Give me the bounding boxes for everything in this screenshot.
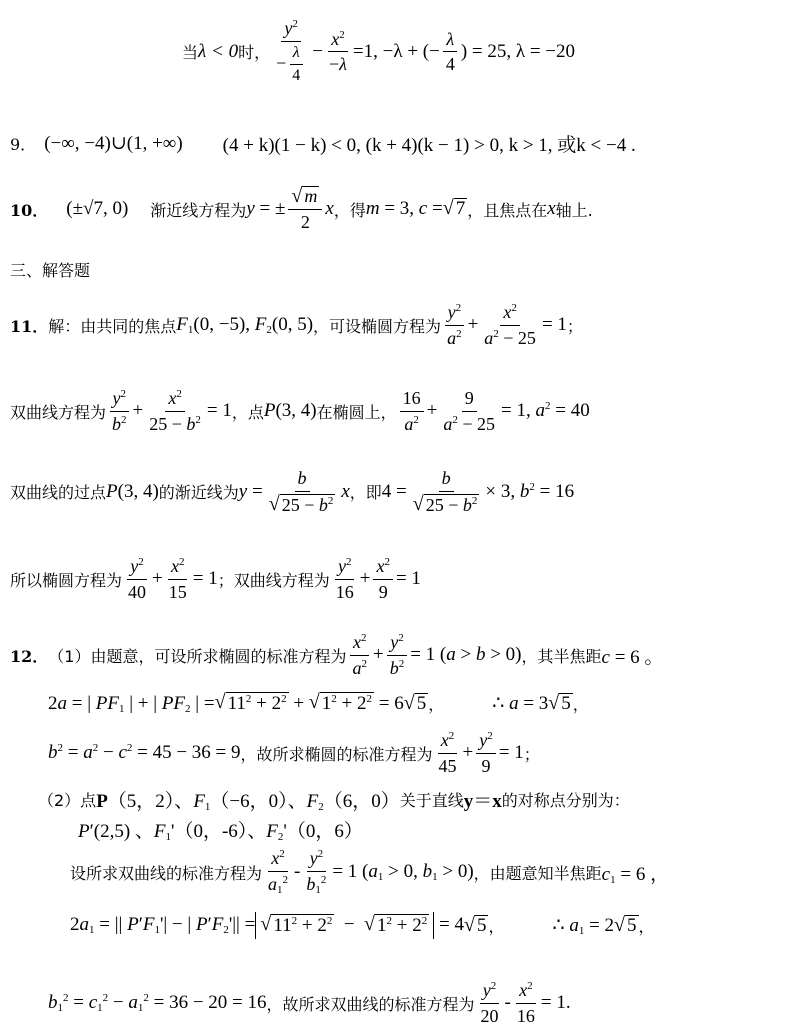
- frac-lambda-over-4: $\frac{\lambda}{4}$: [443, 29, 458, 75]
- q11-l1a: 解：由共同的焦点: [48, 316, 177, 336]
- q11-line1: 11． 解：由共同的焦点 $F_1(0$, −5), $F_2(0$, 5) ，可设椭圆方程为 $\frac{y^2}{a^2}$ + $\frac{x^2}{a^2 - 25}$ = 1 ；: [10, 302, 583, 348]
- then-text: 时，: [238, 43, 271, 63]
- q9-number: 9．: [10, 135, 37, 154]
- eq-tail: ) = 25, λ = −20: [460, 40, 576, 62]
- q10-t3: ，且焦点在: [467, 200, 548, 220]
- q10-t1: 渐近线方程为: [150, 200, 247, 220]
- q9-line: [10, 130, 794, 157]
- q12-line5: P′(2,5) 、$F_1'(0$，-6）、$F_2'(0$，6）: [78, 821, 363, 843]
- lambda-cond: λ < 0: [198, 40, 239, 62]
- q10-t2: ，得: [333, 200, 366, 220]
- q12-line4: （2）点 P（5，2）、$F_1(-6$，0）、$F_2(6$，0） 关于直线 y＝x 的对称点分别为：: [38, 791, 630, 813]
- q10-answer: (±√7, 0): [66, 198, 129, 220]
- q11-line3: 双曲线的过点 P(3, 4) 的渐近线为 y = b √ $25 - b^2$ x ，即 4 = b √ $25 - b^2$ × 3, $b^2 = 16$: [10, 468, 575, 515]
- q12-line2: 2a = | $PF_1$ | + | $PF_2$ | = √ $11^2 + 2^2$ + √ $1^2 + 2^2$ = 6 √ 5 ， ∴ a = 3 √ 5 ，: [48, 691, 589, 715]
- q10-number: 10．: [10, 200, 49, 220]
- q12-line1: 12． （1）由题意，可设所求椭圆的标准方程为 $\frac{x^2}{a^2}$ + $\frac{y^2}{b^2}$ = 1 (a > b > 0) ，其半焦距 c = 6 。: [10, 632, 664, 678]
- q11-line4: 所以椭圆方程为 $\frac{y^2}{40}$ + $\frac{x^2}{15}$ = 1 ；双曲线方程为 $\frac{y^2}{16}$ + $\frac{x^2}{9}$ = 1: [10, 556, 421, 602]
- q11-foci: $F_1(0$, −5), $F_2(0$, 5): [176, 314, 314, 337]
- frac-x2-over-neglambda: $\frac{x^2}{-\lambda}$: [328, 28, 347, 75]
- q12-line7: $2a_1$ = || $P'F_1'|$ − | $P'F_2'||$ = √ $11^2 + 2^2$ − √ $1^2 + 2^2$ = 4 √ 5 ， ∴ $a_1 = 2$ √ 5 ，: [70, 913, 655, 937]
- q12-line6: 设所求双曲线的标准方程为 $\frac{x^2}{a_1^2}$ - $\frac{y^2}{b_1^2}$ = 1 ($a_1 > 0$, $b_1 > 0$) ，由题意知半焦距 $c_1 = 6$ ，: [70, 848, 670, 896]
- q11-l1b: ，可设椭圆方程为: [313, 316, 442, 336]
- line-lambda-negative: 当 λ < 0 时， $y^2$ − $\frac{\lambda}{4}$ − $\frac{x^2}{-\lambda}$ =1, −λ + (− $\frac{\lambda}{4}$ ) = 25, λ = −20: [182, 18, 576, 85]
- section-heading: [10, 258, 794, 281]
- frac-y2-over-lambda4: $y^2$ − $\frac{\lambda}{4}$: [273, 18, 309, 85]
- q12-number: 12．: [10, 646, 49, 666]
- q11-number: 11．: [10, 316, 49, 336]
- q12-line8: $b_1^2 = c_1^2 - a_1^2 = 36 - 20 = 16$ ，故所求双曲线的标准方程为 $\frac{y^2}{20}$ - $\frac{x^2}{16}$ = 1.: [48, 980, 571, 1026]
- eq-rest: =1, −λ + (−: [352, 40, 440, 62]
- q9-work: (4 + k)(1 − k) < 0, (k + 4)(k − 1) > 0, k > 1, 或k < −4 .: [222, 135, 636, 156]
- q9-answer: (−∞, −4)∪(1, +∞): [44, 133, 183, 154]
- when-text: 当: [182, 43, 199, 63]
- q11-line2: 双曲线方程为 $\frac{y^2}{b^2}$ + $\frac{x^2}{25 - b^2}$ = 1 ，点 P(3, 4) 在椭圆上， $\frac{16}{a^2}$ + $\frac{9}{a^2 - 25}$ = 1, $a^2 = 40$: [10, 388, 590, 434]
- q10-line: 10． (±√7, 0) 渐近线方程为 y = ± √ m 2 x ，得 m = 3, c = √ 7 ，且焦点在 x 轴上.: [10, 185, 593, 232]
- q10-t4: 轴上.: [555, 200, 593, 220]
- q12-line3: $b^2 = a^2 - c^2 = 45 - 36 = 9$ ，故所求椭圆的标准方程为 $\frac{x^2}{45}$ + $\frac{y^2}{9}$ = 1 ；: [48, 730, 540, 776]
- section-title: 三、解答题: [10, 261, 91, 280]
- frac-sqrtm-over-2: √ m 2: [288, 186, 322, 232]
